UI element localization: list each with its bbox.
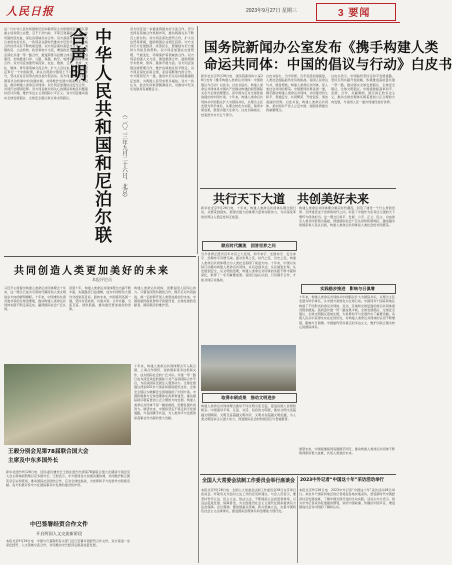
column-divider-lower xyxy=(198,256,199,563)
commentary-body-2: 十年来，构建人类命运共同体从中国倡议扩大为国际共识，从理念主张发展为科学体系，从中国方案转化为全球行动。中国同多个国家和地区构建了不同形式的命运共同体，双边、区域和全球层面的命运共同体建设稳步推进。高质量共建一带一路成果丰硕，全球发展倡议、全球安全倡议、全球文明倡议落地生根，为世界和平与发展作出了重要贡献。各国人民从中获得实实在在的好处，对构建人类命运共同体的认同不断增强，影响与日俱增。中国始终坚持真正的多边主义，维护以联合国为核心的国际体系。 xyxy=(299,295,395,330)
feature-byline: 本报评论员 xyxy=(92,277,112,282)
news1-title-line2: 主席及中东多国外长 xyxy=(8,458,59,464)
news2-body: 本报北京9月26日电 中国与巴基斯坦有关部门近日签署多项经贸合作文件，双方将进一步深化经贸、人文领域交流合作，共同推动中巴经济走廊高质量发展。 xyxy=(6,539,130,548)
news3-body: 本报北京9月26日电 全国人大常委会法制工作委员会26日在京举行座谈会，听取有关方面对立法工作的意见和建议。与会人员表示，要坚持科学立法、民主立法、依法立法，不断提高立法质量和效率，以良法促进发展、保障善治，为全面建设社会主义现代化国家提供有力法治保障。会议强调，要加强重点领域、新兴领域立法，完善中国特色社会主义法律体系，推进国家治理体系和治理能力现代化。 xyxy=(201,488,296,514)
commentary-subheading-2: 实践稳步推进 影响与日俱增 xyxy=(320,286,375,291)
treaty-title: 中华人民共和国和尼泊尔联合声明 xyxy=(66,28,111,244)
feature-body-2: 回望十年，构建人类命运共同体理念内涵不断丰富，实践路径日益清晰，成为中国特色大国外交的崇高目标。面向未来，中国将同各国一道，坚持对话协商、共建共享、合作共赢、交流互鉴、绿色低碳，推动建设更加美好的世界。 xyxy=(69,286,131,312)
newspaper-logo: 人民日报 xyxy=(6,5,54,18)
commentary-body-1: 当今世界正经历百年未有之大变局，和平赤字、发展赤字、安全赤字、治理赤字有增无减。面对世界之变、时代之变、历史之变，构建人类命运共同体理念为人类社会指明了前进方向。十年来，中国以实际行动推动构建人类命运共同体，从双边到多边，从区域到全球，从发展到安全，从文明到治理，构建人类命运共同体的实践不断丰富和深化，取得了一系列重要成果。各国日益认识到，只有携手合作，才能共同应对挑战。 xyxy=(201,252,296,282)
page-number: 3 要闻 xyxy=(338,8,371,19)
treaty-body-text-2: 双方同意进一步推进两国友好交流合作，充分发挥各领域合作机制作用，推动两国关系不断迈上新台阶。双方同意深化经贸合作，扩大双边贸易规模，鼓励两国企业相互投资。中方支持尼方发展经济、改善民生，愿继续为尼方提供力所能及的帮助。双方同意加强在灾害管理、气候变化、环境保护等领域的合作。双方同意加强人文交流，推进旅游合作，鼓励两国学术机构、智库、媒体开展交流。双方同意加强边境管理合作，维护边境地区和平稳定。双方同意深化在联合国、亚信等框架内的合作。中方愿同尼方一道，推动中尼关系持续健康稳定发展，为两国人民带来更多福祉。双方一致认为，此次访问取得圆满成功，对推动中尼关系发展具有重要意义。 xyxy=(130,27,194,92)
commentary-right-1: 构建人类命运共同体理念顺应时代潮流，回答了建设一个什么样的世界、怎样建设这个世界的时代之问，彰显了中国作为负责任大国的天下情怀与使命担当。这一理念以和平、发展、公平、正义、民主、自由的全人类共同价值为基础，得到国际社会广泛认同和积极响应，越来越多的国家和人民认识到，构建人类命运共同体是人类社会的共同愿景。 xyxy=(299,206,395,228)
commentary-intro: 新华社北京9月26日电 十年来，构建人类命运共同体从理念到行动，从愿景到现实，展现出强大的真理力量和实践伟力，为动荡变革的世界注入稳定性和正能量。 xyxy=(201,206,296,219)
news1-title-line1: 王毅分别会见第78届联合国大会 xyxy=(8,449,89,455)
commentary-subheading-3: 取得丰硕成果 推动文明进步 xyxy=(221,395,276,400)
commentary-title: 共行天下大道 共创美好未来 xyxy=(213,192,370,206)
lead-article-body-1: 新华社北京9月26日电 国务院新闻办公室26日发布《携手构建人类命运共同体：中国的倡议与行动》白皮书。白皮书指出，构建人类命运共同体是中国共产党推动构建的新型国际关系与全球治理理念，是中国为应对全球性挑战提出的中国方案。十年来，构建人类命运共同体从中国倡议扩大为国际共识，从理念主张发展为科学体系，从理念转化为实践，取得丰硕成果，展现出强大生命力。白皮书除前言、结束语外共分五个部分。 xyxy=(201,74,263,117)
news2-subtitle: 开启两国人文交流新阶段 xyxy=(36,531,83,536)
column-divider xyxy=(197,26,198,254)
lead-article-body-3: 白皮书表示，中国始终坚持走和平发展道路，坚持互利共赢开放战略，积极推进高质量共建一带一路，推动落实全球发展倡议、全球安全倡议、全球文明倡议。中国将继续高举和平、发展、合作、共赢旗帜，践行真正的多边主义，推动全球治理体系朝着更加公正合理的方向发展，与各国人民一道共同建设美好世界。 xyxy=(331,74,395,104)
lead-article-body-2: 白皮书指出，当今世界，百年变局加速演进，人类社会面临前所未有的挑战。各国人民命运与共，唇齿相依。构建人类命运共同体，是人类社会共同的愿景。中国愿同世界各国一道，携手推动构建人类命运共同体，共同建设持久和平、普遍安全、共同繁荣、开放包容、清洁美丽的世界。白皮书说，构建人类命运共同体，是中国共产党人立足中国、放眼世界提出的重要理念。 xyxy=(266,74,328,113)
treaty-body-text: 这一以中华人民共和国和尼泊尔联邦民主共和国同意在相互尊重主权和领土完整、互不干涉内政、平等互利基础上，进一步巩固传统友谊，深化各领域务实合作。双方高度评价两国建交以来的友好关系，一致同意在新时代推动中尼世代友好的战略合作伙伴关系不断向前发展。双方同意保持高层交往势头，加强政府、立法机构、政党和地方交流，增进政治互信。双方同意深化共建一带一路合作，推进跨喜马拉雅立体互联互通网络建设，加快推进口岸、公路、铁路、航空、电网和通信等领域合作。双方同意加强贸易投资、农业、旅游、卫生、教育、文化、媒体、青年等领域交流合作，扩大人员往来。尼方重申坚定奉行一个中国政策，承认台湾是中国领土不可分割的一部分，坚决反对任何形式的台独分裂活动。双方同意加强在联合国等多边机制中的沟通协调，共同维护发展中国家的正当权益，推动构建人类命运共同体。双方同意加强执法安全合作，共同打击跨国犯罪。双方同意就共同关心的国际和地区问题保持密切沟通，维护多边主义和国际公平正义。双方同意推动落实全球发展倡议、全球安全倡议和全球文明倡议。 xyxy=(4,27,88,100)
section-divider-bottom xyxy=(200,474,396,475)
middle-lower-text: 十年来，构建人类命运共同体理念写入联合国、上海合作组织、金砖国家等多边机制文件，成为国际社会的广泛共识。共建一带一路已成为深受欢迎的国际公共产品和国际合作平台，为沿线国家发展注入强劲动力。全球发展倡议得到100多个国家和国际组织支持，全球安全倡议为破解安全困境提供了中国方案。中国积极参与全球治理体系改革和建设，推动国际秩序朝着更加公正合理的方向发展。构建人类命运共同体不是一蹴而就的，需要各国共同努力。展望未来，中国将坚定不移走和平发展道路，与各国携手共进，为人类和平与发展的崇高事业作出新的更大贡献。 xyxy=(134,364,196,420)
commentary-body-4: 展望未来，中国将继续同各国携手同行，推动构建人类命运共同体不断取得新的更大成就，共创人类美好未来。 xyxy=(299,447,395,456)
section-divider xyxy=(200,188,396,189)
lead-article-title-line1: 国务院新闻办公室发布《携手构建人类 xyxy=(204,40,439,56)
lead-article-title-line2: 命运共同体：中国的倡议与行动》白皮书 xyxy=(204,57,452,73)
feature-title: 共同创造人类更加美好的未来 xyxy=(14,266,170,277)
news4-body: 本报北京9月26日电 2023中外记者“中国这十年”采访活动26日举行。来自多个国家和地区的记者将赴各地实地采访，感受新时代中国经济社会发展成就，了解中国式现代化的生动实践。活动主办方表示，将为中外记者采访报道提供便利，讲好中国故事，传播好中国声音，增进国际社会对中国的了解和认识。 xyxy=(299,488,395,510)
commentary-body-3: 构建人类命运共同体理念推动不同文明交流互鉴，促进各国人民相知相亲。中国倡导平等、互鉴、对话、包容的文明观，推动文明交流超越文明隔阂、文明互鉴超越文明冲突、文明共存超越文明优越，为人类文明进步注入强大动力，得到国际社会的积极回应与普遍赞誉。 xyxy=(201,404,296,421)
news-photo xyxy=(4,364,131,445)
section-divider-feature xyxy=(4,256,196,257)
column-divider-bottom xyxy=(297,476,298,563)
treaty-subtitle: （二〇二三年九月二十六日，北京） xyxy=(121,112,127,200)
commentary-photo xyxy=(201,345,296,391)
issue-date: 2023年9月27日 星期三 xyxy=(246,8,297,14)
news2-title: 中巴签署经贸合作文件 xyxy=(30,522,88,528)
commentary-subheading-1: 顺应时代潮流 回答世界之问 xyxy=(221,243,276,248)
news3-title: 全国人大常委会法制工作委员会举行座谈会 xyxy=(202,478,295,484)
news1-body: 新华社纽约9月26日电 国务委员兼外长王毅在纽约出席第78届联合国大会期间分别会见大会主席弗朗西斯以及多国外长。王毅表示，中方愿同各方加强沟通协调，共同维护联合国宪章宗旨和原则，推动国际社会团结合作，应对全球性挑战，为世界和平与发展作出积极贡献。各方积极评价中方在国际事务中发挥的建设性作用。 xyxy=(6,470,130,487)
feature-body-1: 习近平主席提出构建人类命运共同体理念十年来，这一理念已成为引领时代潮流和人类文明进步方向的鲜明旗帜。十年来，中国秉持共商共建共享的全球治理观，推动构建人类命运共同体实践不断走深走实，赢得国际社会广泛认同。 xyxy=(4,286,66,312)
news4-title: 2023中外记者“中国这十年”采访活动举行 xyxy=(300,478,384,483)
feature-body-3: 构建人类命运共同体，需要各国人民同心协力。只要各国坚持团结合作，携手应对共同挑战，就一定能够开创人类更加美好的未来。中国将始终做世界和平的建设者、全球发展的贡献者、国际秩序的维护者。 xyxy=(134,286,196,308)
